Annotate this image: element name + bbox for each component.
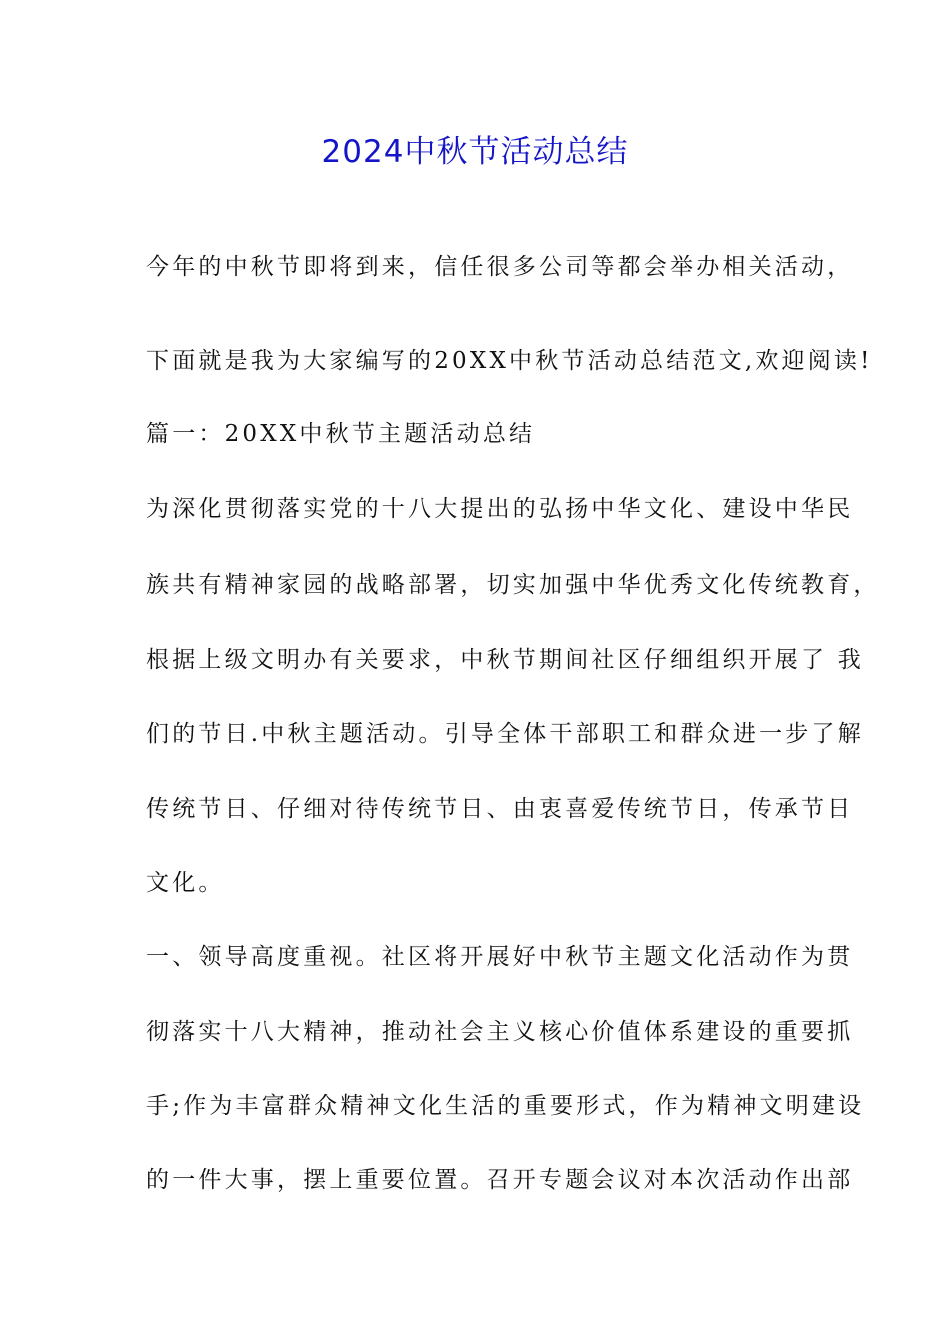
body-line: 为深化贯彻落实党的十八大提出的弘扬中华文化、建设中华民 <box>146 496 854 522</box>
body-line: 彻落实十八大精神，推动社会主义核心价值体系建设的重要抓 <box>146 1019 854 1045</box>
document-title: 2024中秋节活动总结 <box>321 134 629 170</box>
body-line: 传统节日、仔细对待传统节日、由衷喜爱传统节日，传承节日 <box>146 796 854 822</box>
body-line: 手;作为丰富群众精神文化生活的重要形式，作为精神文明建设 <box>146 1093 865 1119</box>
body-line: 根据上级文明办有关要求，中秋节期间社区仔细组织开展了 我 <box>146 647 864 673</box>
body-line: 今年的中秋节即将到来，信任很多公司等都会举办相关活动， <box>146 254 854 280</box>
body-line: 下面就是我为大家编写的20XX中秋节活动总结范文,欢迎阅读! <box>146 348 873 374</box>
body-line: 族共有精神家园的战略部署，切实加强中华优秀文化传统教育， <box>146 572 880 598</box>
body-line: 的一件大事，摆上重要位置。召开专题会议对本次活动作出部 <box>146 1167 854 1193</box>
body-line: 文化。 <box>146 870 225 896</box>
body-line: 一、领导高度重视。社区将开展好中秋节主题文化活动作为贯 <box>146 944 854 970</box>
body-line: 篇一：20XX中秋节主题活动总结 <box>146 421 536 447</box>
body-line: 们的节日.中秋主题活动。引导全体干部职工和群众进一步了解 <box>146 721 864 747</box>
